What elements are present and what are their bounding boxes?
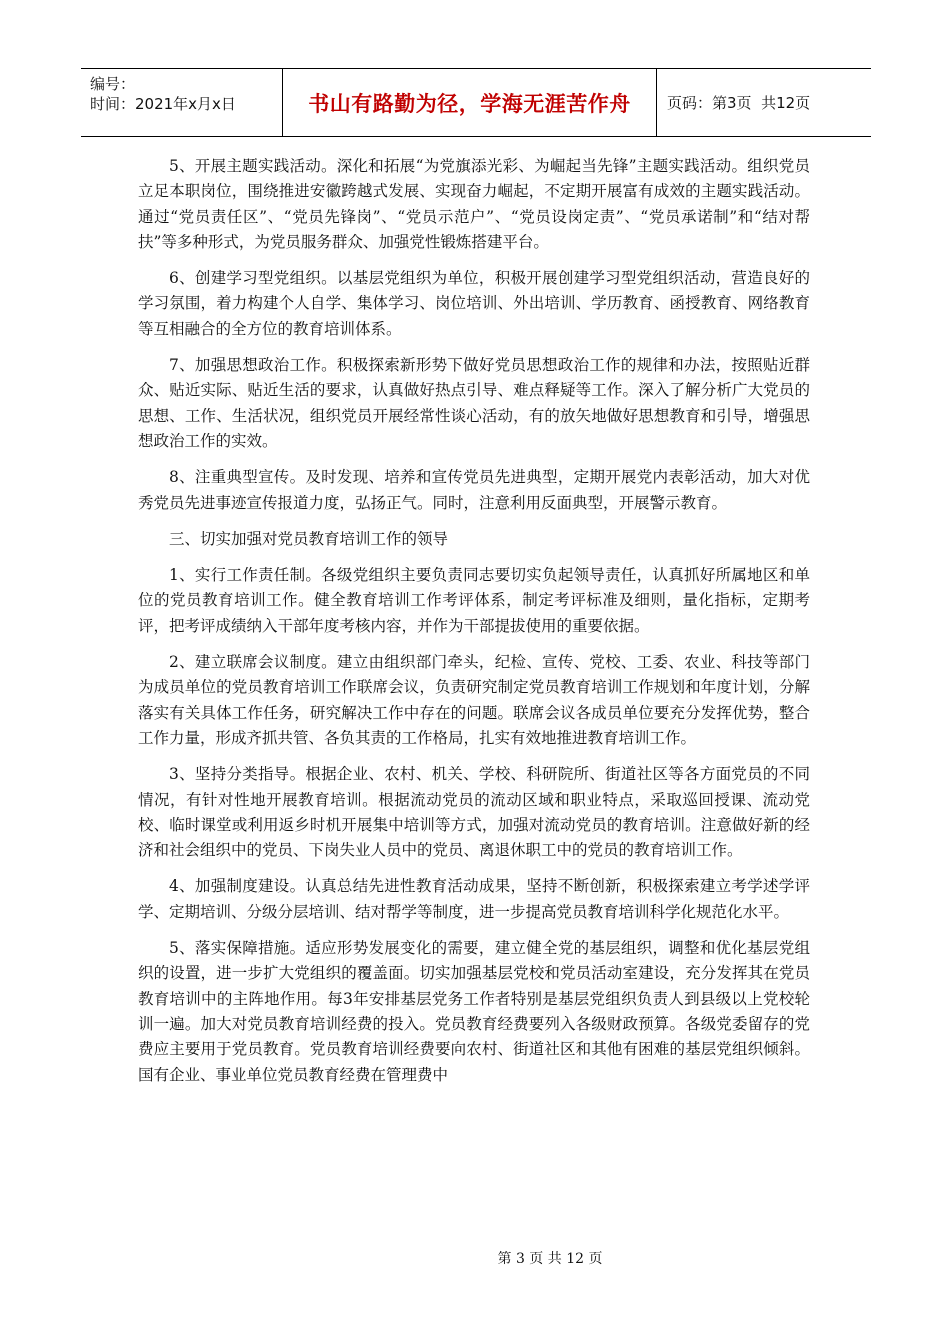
- header-motto-cell: [283, 69, 657, 136]
- section-heading: 三、切实加强对党员教育培训工作的领导: [169, 529, 449, 548]
- body-paragraph: 2、建立联席会议制度。建立由组织部门牵头，纪检、宣传、党校、工委、农业、科技等部门为成员单位的党员教育培训工作联席会议，负责研究制定党员教育培训工作规划和年度计划，分解落实有关具体工作任务，研究解决工作中存在的问题。联席会议各成员单位要充分发挥优势，整合工作力量，形成齐抓共管、各负其责的工作格局，扎实有效地推进教育培训工作。: [138, 653, 810, 747]
- body-paragraph: 7、加强思想政治工作。积极探索新形势下做好党员思想政治工作的规律和办法，按照贴近群众、贴近实际、贴近生活的要求，认真做好热点引导、难点释疑等工作。深入了解分析广大党员的思想、工作、生活状况，组织党员开展经常性谈心活动，有的放矢地做好思想教育和引导，增强思想政治工作的实效。: [138, 356, 810, 450]
- body-paragraph: 6、创建学习型党组织。以基层党组织为单位，积极开展创建学习型党组织活动，营造良好的学习氛围，着力构建个人自学、集体学习、岗位培训、外出培训、学历教育、函授教育、网络教育等互相融合的全方位的教育培训体系。: [138, 269, 810, 338]
- body-paragraph: 8、注重典型宣传。及时发现、培养和宣传党员先进典型，定期开展党内表彰活动，加大对优秀党员先进事迹宣传报道力度，弘扬正气。同时，注意利用反面典型，开展警示教育。: [138, 468, 810, 512]
- page-header: [81, 68, 871, 137]
- header-motto: 书山有路勤为径，学海无涯苦作舟: [308, 91, 631, 116]
- body-paragraph: 5、开展主题实践活动。深化和拓展“为党旗添光彩、为崛起当先锋”主题实践活动。组织党员立足本职岗位，围绕推进安徽跨越式发展、实现奋力崛起，不定期开展富有成效的主题实践活动。通过“党员责任区”、“党员先锋岗”、“党员示范户”、“党员设岗定责”、“党员承诺制”和“结对帮扶”等多种形式，为党员服务群众、加强党性锻炼搭建平台。: [138, 157, 810, 251]
- body-paragraph: 3、坚持分类指导。根据企业、农村、机关、学校、科研院所、街道社区等各方面党员的不同情况，有针对性地开展教育培训。根据流动党员的流动区域和职业特点，采取巡回授课、流动党校、临时课堂或利用返乡时机开展集中培训等方式，加强对流动党员的教育培训。注意做好新的经济和社会组织中的党员、下岗失业人员中的党员、离退休职工中的党员的教育培训工作。: [138, 765, 810, 860]
- header-page-cell: [657, 69, 871, 136]
- document-time-label: 时间：2021年x月x日: [90, 95, 236, 113]
- body-paragraph: 5、落实保障措施。适应形势发展变化的需要，建立健全党的基层组织，调整和优化基层党组织的设置，进一步扩大党组织的覆盖面。切实加强基层党校和党员活动室建设，充分发挥其在党员教育培训中的主阵地作用。每3年安排基层党务工作者特别是基层党组织负责人到县级以上党校轮训一遍。加大对党员教育培训经费的投入。党员教育经费要列入各级财政预算。各级党委留存的党费应主要用于党员教育。党员教育培训经费要向农村、街道社区和其他有困难的基层党组织倾斜。国有企业、事业单位党员教育经费在管理费中: [138, 939, 810, 1084]
- footer-page-number: 第 3 页 共 12 页: [497, 1251, 603, 1267]
- body-paragraph: 4、加强制度建设。认真总结先进性教育活动成果，坚持不断创新，积极探索建立考学述学评学、定期培训、分级分层培训、结对帮学等制度，进一步提高党员教育培训科学化规范化水平。: [138, 877, 810, 921]
- header-meta-cell: [81, 69, 283, 136]
- document-body: [138, 154, 810, 1099]
- page-footer: [0, 1248, 950, 1268]
- body-paragraph: 1、实行工作责任制。各级党组织主要负责同志要切实负起领导责任，认真抓好所属地区和单位的党员教育培训工作。健全教育培训工作考评体系，制定考评标准及细则，量化指标，定期考评，把考评成绩纳入干部年度考核内容，并作为干部提拔使用的重要依据。: [138, 566, 810, 635]
- document-number-label: 编号：: [90, 75, 136, 93]
- header-page-info: 页码：第3页 共12页: [667, 94, 811, 112]
